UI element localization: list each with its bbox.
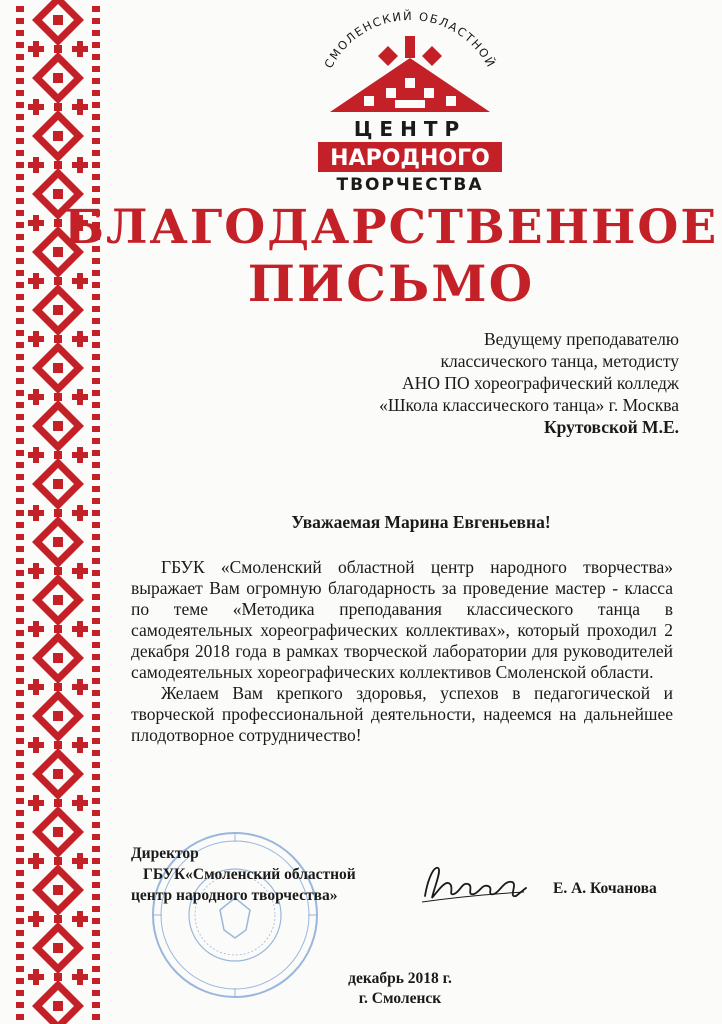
ornament-strip-block (16, 882, 24, 888)
ornament-center (53, 769, 63, 779)
ornament-center (53, 189, 63, 199)
ornament-strip-block (92, 558, 100, 564)
ornament-center (53, 363, 63, 373)
ornament-strip-block (16, 366, 24, 372)
ornament-strip-block (16, 150, 24, 156)
ornament-strip-block (16, 282, 24, 288)
ornament-strip-block (16, 822, 24, 828)
ornament-strip-block (92, 390, 100, 396)
ornament-strip-block (16, 894, 24, 900)
ornament-strip-block (16, 462, 24, 468)
ornament-strip-block (92, 882, 100, 888)
ornament-strip-block (92, 342, 100, 348)
ornament-strip-block (16, 306, 24, 312)
ornament-strip-block (92, 798, 100, 804)
ornament-dot (54, 799, 62, 807)
ornament-strip-block (16, 678, 24, 684)
ornament-strip-block (92, 18, 100, 24)
greeting: Уважаемая Марина Евгеньевна! (291, 512, 551, 532)
ornament-cross (28, 220, 44, 226)
ornament-strip-block (92, 414, 100, 420)
ornament-dot (54, 683, 62, 691)
ornament-strip-block (16, 234, 24, 240)
ornament-strip-block (92, 438, 100, 444)
ornament-strip-block (92, 126, 100, 132)
ornament-strip-block (92, 510, 100, 516)
ornament-strip-block (16, 330, 24, 336)
ornament-strip-block (16, 54, 24, 60)
ornament-cross (28, 162, 44, 168)
ornament-strip-block (92, 762, 100, 768)
ornament-strip-block (92, 162, 100, 168)
ornament-strip-block (92, 978, 100, 984)
ornament-strip-block (16, 1002, 24, 1008)
ornament-strip-block (16, 762, 24, 768)
ornament-strip-block (16, 426, 24, 432)
organization-logo (300, 8, 520, 196)
letter-body (131, 557, 673, 746)
ornament-strip-block (16, 666, 24, 672)
ornament-strip-block (92, 738, 100, 744)
ornament-strip-block (92, 354, 100, 360)
ornament-dot (54, 335, 62, 343)
ornament-strip-block (16, 294, 24, 300)
ornament-strip-block (16, 942, 24, 948)
addressee-line: Ведущему преподавателю (483, 329, 679, 349)
ornament-strip-block (92, 138, 100, 144)
ornament-strip-block (92, 630, 100, 636)
ornament-strip-block (92, 102, 100, 108)
ornament-strip-block (16, 990, 24, 996)
logo-line3: ТВОРЧЕСТВА (336, 175, 484, 195)
ornament-strip-block (16, 402, 24, 408)
ornament-strip-block (92, 918, 100, 924)
ornament-strip-block (92, 426, 100, 432)
signature-title-line: центр народного творчества» (131, 887, 338, 904)
ornament-strip-block (92, 642, 100, 648)
ornament-strip-block (16, 534, 24, 540)
ornament-strip-block (16, 654, 24, 660)
ornament-strip-block (92, 450, 100, 456)
ornament-dot (54, 625, 62, 633)
ornament-cross (28, 104, 44, 110)
ornament-dot (54, 567, 62, 575)
ornament-strip-block (92, 174, 100, 180)
ornament-strip-block (16, 978, 24, 984)
ornament-strip-block (92, 474, 100, 480)
ornament-strip-block (92, 498, 100, 504)
ornament-center (53, 537, 63, 547)
ornament-strip-block (16, 870, 24, 876)
ornament-dot (54, 857, 62, 865)
ornament-center (53, 73, 63, 83)
ornament-strip-block (16, 954, 24, 960)
ornament-cross (28, 626, 44, 632)
ornament-cross (72, 800, 88, 806)
ornament-strip-block (16, 798, 24, 804)
ornament-dot (54, 973, 62, 981)
ornament-center (53, 131, 63, 141)
ornament-strip-block (92, 66, 100, 72)
ornament-strip-block (16, 198, 24, 204)
body-paragraph-2: Желаем Вам крепкого здоровья, успехов в педагогической и творческой профессиональной деятельности, надеемся на дальнейшее плодотворное сотрудничество! (131, 683, 673, 745)
ornament-dot (54, 161, 62, 169)
ornament-strip-block (92, 654, 100, 660)
ornament-strip-block (92, 534, 100, 540)
ornament-strip-block (16, 510, 24, 516)
ornament-strip-block (92, 462, 100, 468)
ornament-cross (72, 452, 88, 458)
ornament-strip-block (16, 258, 24, 264)
signature-title-block (131, 843, 356, 906)
ornament-strip-block (92, 954, 100, 960)
ornament-strip-block (16, 702, 24, 708)
ornament-strip-block (92, 666, 100, 672)
ornament-strip-block (16, 450, 24, 456)
ornament-strip-block (92, 750, 100, 756)
addressee-line: «Школа классического танца» г. Москва (379, 395, 679, 415)
ornament-center (53, 711, 63, 721)
ornament-cross (72, 742, 88, 748)
ornament-center (53, 15, 63, 25)
ornament-center (53, 885, 63, 895)
ornament-strip-block (16, 222, 24, 228)
ornament-strip-block (16, 786, 24, 792)
ornament-strip-block (92, 402, 100, 408)
ornament-strip-block (16, 570, 24, 576)
ornament-dot (54, 393, 62, 401)
ornament-strip-block (16, 246, 24, 252)
ornament-strip-block (92, 894, 100, 900)
ornament-strip-block (92, 330, 100, 336)
ornament-strip-block (16, 342, 24, 348)
ornament-strip-block (92, 906, 100, 912)
ornament-cross (72, 394, 88, 400)
ornament-cross (28, 742, 44, 748)
ornament-strip-block (92, 606, 100, 612)
document-title-line2: ПИСЬМО (247, 254, 535, 313)
ornament-strip-block (92, 114, 100, 120)
ornament-strip-block (16, 78, 24, 84)
date-place-block (300, 969, 500, 1009)
ornament-strip-block (16, 162, 24, 168)
ornament-strip-block (16, 582, 24, 588)
ornament-cross (28, 568, 44, 574)
signature-title-line: Директор (131, 845, 199, 862)
ornament-strip-block (16, 810, 24, 816)
ornament-strip-block (92, 78, 100, 84)
ornament-strip-block (92, 930, 100, 936)
signature-title-line: ГБУК«Смоленский областной (143, 866, 356, 883)
letter-place: г. Смоленск (358, 990, 442, 1007)
ornament-dot (54, 45, 62, 53)
ornament-strip-block (92, 834, 100, 840)
ornament-cross (72, 510, 88, 516)
logo-line2: НАРОДНОГО (330, 146, 490, 171)
ornament-strip-block (92, 186, 100, 192)
ornament-strip-block (16, 18, 24, 24)
ornament-strip-block (92, 618, 100, 624)
ornament-strip-block (92, 822, 100, 828)
ornament-strip-block (92, 966, 100, 972)
ornament-cross (72, 104, 88, 110)
ornament-cross (72, 974, 88, 980)
ornament-strip-block (92, 30, 100, 36)
ornament-strip-block (16, 354, 24, 360)
ornament-strip-block (16, 750, 24, 756)
ornament-strip-block (92, 522, 100, 528)
ornament-strip-block (16, 438, 24, 444)
ornament-cross (28, 974, 44, 980)
ornament-strip-block (92, 870, 100, 876)
ornament-dot (54, 915, 62, 923)
ornament-cross (72, 336, 88, 342)
ornament-strip-block (92, 726, 100, 732)
ornament-strip-block (16, 738, 24, 744)
ornament-strip-block (92, 54, 100, 60)
ornament-strip-block (16, 378, 24, 384)
ornament-strip-block (16, 486, 24, 492)
ornament-strip-block (92, 678, 100, 684)
ornament-cross (72, 916, 88, 922)
handwritten-signature-icon (420, 858, 530, 908)
ornament-cross (28, 684, 44, 690)
ornament-cross (72, 858, 88, 864)
ornament-strip-block (16, 642, 24, 648)
ornament-strip-block (16, 558, 24, 564)
ornament-strip-block (16, 414, 24, 420)
ornament-strip-block (16, 846, 24, 852)
ornament-strip-block (16, 30, 24, 36)
ornament-strip-block (16, 66, 24, 72)
ornament-center (53, 1001, 63, 1011)
ornament-cross (72, 626, 88, 632)
ornament-dot (54, 451, 62, 459)
ornament-strip-block (16, 138, 24, 144)
ornament-cross (28, 278, 44, 284)
body-paragraph-1: ГБУК «Смоленский областной центр народного творчества» выражает Вам огромную благодарность за проведение мастер - класса по теме «Методика преподавания классического танца в самодеятельных хореографических коллективах», который проходил 2 декабря 2018 года в рамках творческой лаборатории для руководителей самодеятельных хореографических коллективов Смоленской области. (131, 557, 673, 682)
ornament-strip-block (92, 546, 100, 552)
ornament-strip-block (16, 210, 24, 216)
ornament-strip-block (92, 594, 100, 600)
ornament-strip-block (92, 42, 100, 48)
ornament-strip-block (92, 366, 100, 372)
ornament-strip-block (92, 942, 100, 948)
ornament-strip-block (92, 6, 100, 12)
ornament-strip-block (92, 810, 100, 816)
ornament-strip-block (16, 1014, 24, 1020)
logo-arc-text: СМОЛЕНСКИЙ ОБЛАСТНОЙ (321, 8, 499, 71)
ornament-strip-block (92, 690, 100, 696)
ornament-strip-block (16, 270, 24, 276)
ornament-strip-block (16, 966, 24, 972)
ornament-dot (54, 103, 62, 111)
ornament-strip-block (16, 390, 24, 396)
ornament-strip-block (16, 690, 24, 696)
ornament-dot (54, 509, 62, 517)
ornament-strip-block (16, 918, 24, 924)
logo-line1: ЦЕНТР (353, 117, 467, 141)
ornament-strip-block (16, 522, 24, 528)
ornament-cross (72, 568, 88, 574)
ornament-strip-block (16, 618, 24, 624)
ornament-strip-block (92, 990, 100, 996)
ornament-strip-block (16, 6, 24, 12)
document-title-line1: БЛАГОДАРСТВЕННОЕ (63, 200, 719, 255)
logo-emblem-icon (330, 36, 490, 112)
ornament-strip-block (92, 582, 100, 588)
ornament-strip-block (92, 90, 100, 96)
ornament-strip-block (92, 858, 100, 864)
ornament-strip-block (16, 318, 24, 324)
ornament-center (53, 595, 63, 605)
ornament-strip-block (16, 90, 24, 96)
ornament-strip-block (92, 714, 100, 720)
ornament-strip-block (16, 630, 24, 636)
ornament-strip-block (92, 1002, 100, 1008)
ornament-strip-block (92, 1014, 100, 1020)
ornamental-border (0, 0, 130, 1024)
ornament-cross (72, 46, 88, 52)
ornament-strip-block (16, 774, 24, 780)
addressee-line: классического танца, методисту (440, 351, 679, 371)
ornament-strip-block (16, 714, 24, 720)
addressee-line: АНО ПО хореографический колледж (402, 373, 679, 393)
ornament-strip-block (16, 498, 24, 504)
ornament-strip-block (16, 114, 24, 120)
ornament-cross (28, 800, 44, 806)
ornament-cross (72, 162, 88, 168)
ornament-center (53, 653, 63, 663)
ornament-cross (28, 46, 44, 52)
ornament-strip-block (16, 930, 24, 936)
addressee-block (379, 328, 679, 438)
ornament-center (53, 479, 63, 489)
ornament-strip-block (16, 906, 24, 912)
ornament-strip-block (92, 570, 100, 576)
ornament-strip-block (92, 786, 100, 792)
addressee-name: Крутовской М.Е. (543, 417, 679, 437)
ornament-strip-block (16, 186, 24, 192)
ornament-cross (28, 452, 44, 458)
ornament-strip-block (16, 726, 24, 732)
ornament-center (53, 943, 63, 953)
ornament-strip-block (16, 102, 24, 108)
ornament-strip-block (16, 474, 24, 480)
ornament-cross (28, 916, 44, 922)
ornament-strip-block (16, 834, 24, 840)
ornament-strip-block (16, 606, 24, 612)
ornament-strip-block (16, 858, 24, 864)
ornament-strip-block (92, 486, 100, 492)
ornament-cross (28, 858, 44, 864)
ornament-strip-block (16, 546, 24, 552)
ornament-strip-block (92, 150, 100, 156)
ornament-strip-block (92, 774, 100, 780)
ornament-cross (28, 510, 44, 516)
ornament-center (53, 827, 63, 837)
signer-name: Е. А. Кочанова (553, 880, 657, 897)
ornament-strip-block (16, 126, 24, 132)
ornament-strip-block (92, 318, 100, 324)
ornament-strip-block (16, 174, 24, 180)
ornament-cross (72, 684, 88, 690)
ornament-strip-block (16, 594, 24, 600)
ornament-cross (28, 394, 44, 400)
ornament-center (53, 421, 63, 431)
ornament-strip-block (92, 702, 100, 708)
ornament-strip-block (16, 42, 24, 48)
letter-date: декабрь 2018 г. (348, 970, 452, 987)
ornament-strip-block (92, 378, 100, 384)
ornament-dot (54, 741, 62, 749)
ornament-cross (28, 336, 44, 342)
ornament-strip-block (92, 846, 100, 852)
